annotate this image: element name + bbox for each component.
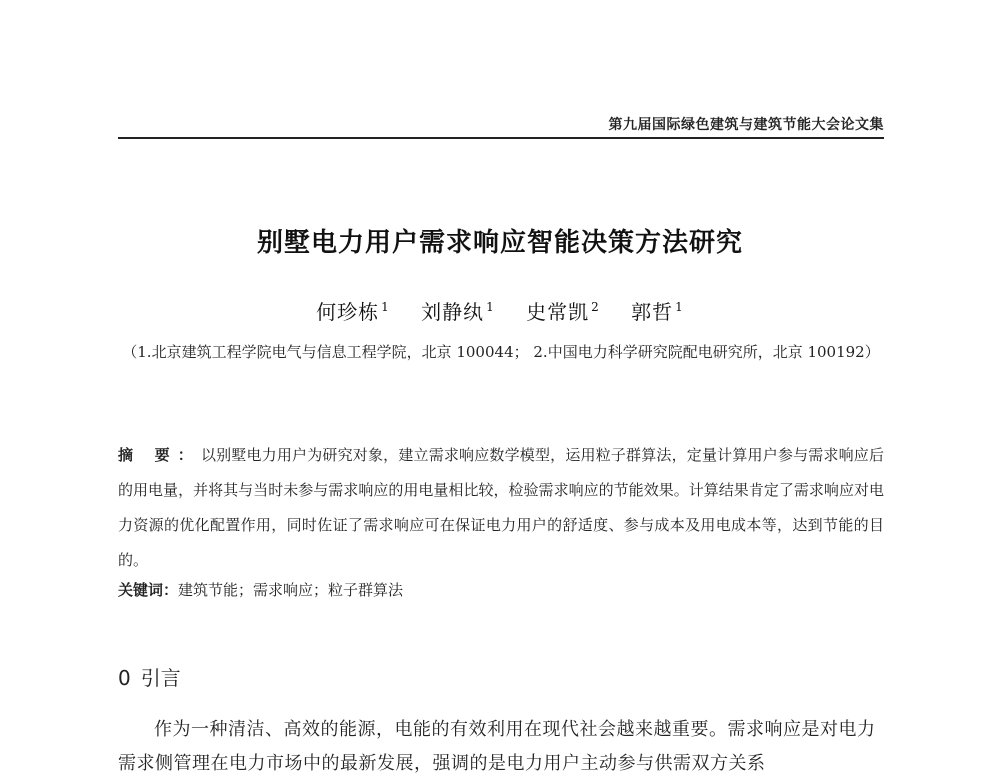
header-rule xyxy=(118,137,884,139)
section-number: 0 xyxy=(118,666,131,690)
author xyxy=(421,296,495,325)
author xyxy=(631,296,684,325)
author-name: 史常凯 xyxy=(526,300,590,324)
author-list xyxy=(0,296,1000,325)
paper-title: 别墅电力用户需求响应智能决策方法研究 xyxy=(256,228,743,258)
section-title: 引言 xyxy=(140,666,181,690)
intro-paragraph: 作为一种清洁、高效的能源，电能的有效利用在现代社会越来越重要。需求响应是对电力需求侧管理在电力市场中的最新发展，强调的是电力用户主动参与供需双方关系 xyxy=(118,719,876,774)
author-name: 何珍栋 xyxy=(316,300,380,324)
author-affiliation-mark: 1 xyxy=(381,300,390,314)
author-affiliation-mark: 2 xyxy=(591,300,600,314)
keywords-text: 建筑节能；需求响应；粒子群算法 xyxy=(178,581,404,599)
author xyxy=(526,296,600,325)
author-affiliation-mark: 1 xyxy=(675,300,684,314)
keywords xyxy=(118,576,884,604)
author-name: 郭哲 xyxy=(631,300,674,324)
abstract xyxy=(118,438,884,578)
author-name: 刘静纨 xyxy=(421,300,485,324)
keywords-label: 关键词： xyxy=(118,581,179,599)
abstract-text: 以别墅电力用户为研究对象，建立需求响应数学模型，运用粒子群算法，定量计算用户参与需求响应后的用电量，并将其与当时未参与需求响应的用电量相比较，检验需求响应的节能效果。计算结果肯定了需求响应对电力资源的优化配置作用，同时佐证了需求响应可在保证电力用户的舒适度、参与成本及用电成本等，达到节能的目的。 xyxy=(118,446,884,569)
section-heading xyxy=(118,662,181,691)
running-header: 第九届国际绿色建筑与建筑节能大会论文集 xyxy=(608,117,884,133)
abstract-label: 摘 要： xyxy=(118,446,201,464)
author-affiliation-mark: 1 xyxy=(486,300,495,314)
author xyxy=(316,296,390,325)
affiliation: （1.北京建筑工程学院电气与信息工程学院，北京 100044； 2.中国电力科学研究院配电研究所，北京 100192） xyxy=(122,343,880,361)
